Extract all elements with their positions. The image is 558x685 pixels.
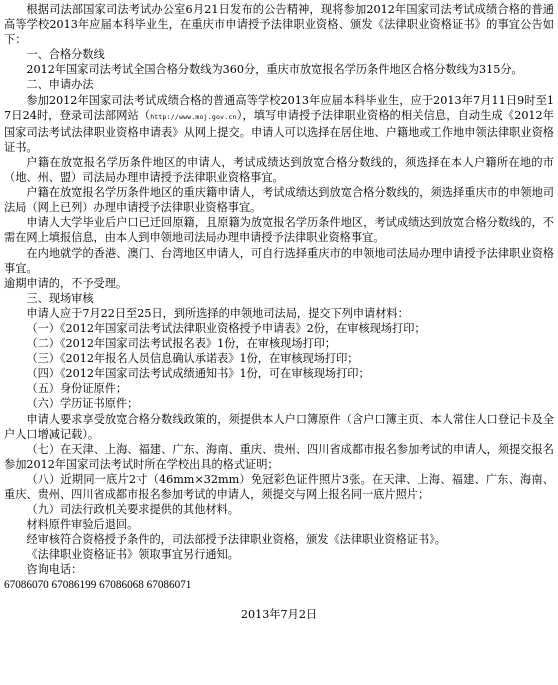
section2-paragraph-apply: [0, 93, 558, 155]
certificate-collect-text: 《法律职业资格证书》领取事宜另行通知。: [26, 548, 239, 562]
spacer: [0, 593, 558, 607]
material-item: （四）《2012年国家司法考试成绩通知书》1份，可在审核现场打印；: [26, 367, 370, 381]
material-item: （三）《2012年报名人员信息确认承诺表》1份，在审核现场打印；: [26, 352, 359, 366]
material-item: （二）《2012年国家司法考试报名表》1份，在审核现场打印；: [26, 337, 337, 351]
apply-text-before-url: 参加2012年国家司法考试成绩合格的普通高等学校2013年应届本科毕业生，应于2013年7月11日9时至17日24时，登录司法部网站（: [4, 93, 554, 122]
section2-paragraph-chongqing: 户籍在放宽报名学历条件地区的重庆籍申请人，考试成绩达到放宽合格分数线的，须选择重庆市的申领地司法局（网上已列）办理申请授予法律职业资格事宜。: [4, 186, 554, 215]
material-item-nine: （九）司法行政机关要求提供的其他材料。: [26, 503, 239, 517]
materials-return-text: 材料原件审验后退回。: [26, 518, 139, 532]
section2-paragraph-late: 逾期申请的，不予受理。: [4, 276, 128, 290]
section1-text: 2012年国家司法考试全国合格分数线为360分，重庆市放宽报名学历条件地区合格分数线为315分。: [26, 63, 523, 77]
section3-heading: 三、现场审核: [26, 291, 94, 305]
material-item-eight: （八）近期同一底片2寸（46mm×32mm）免冠彩色证件照片3张。在天津、上海、福建、广东、海南、重庆、贵州、四川省成都市报名参加考试的申请人，须提交与网上报名同一底片照片；: [4, 472, 554, 501]
contact-label: 咨询电话：: [26, 563, 83, 577]
contact-phones: 67086070 67086199 67086068 67086071: [4, 578, 192, 591]
material-item-seven: （七）在天津、上海、福建、广东、海南、重庆、贵州、四川省成都市报名参加考试的申请人，须提交报名参加2012年国家司法考试时所在学校出具的格式证明；: [4, 442, 554, 471]
notice-document: [0, 2, 558, 622]
material-item: （五）身份证原件；: [26, 382, 128, 396]
moj-website-url[interactable]: http://www.moj.gov.cn: [150, 112, 237, 121]
apply-text-after-url: ），填写申请授予法律职业资格的相关信息，自动生成《2012年国家司法考试法律职业资格申请表》从网上提交。申请人可以选择在居住地、户籍地或工作地申领法律职业资格证书。: [4, 108, 554, 154]
household-register-paragraph: 申请人要求享受放宽合格分数线政策的，须提供本人户口簿原件（含户口簿主页、本人常住人口登记卡及全户人口增减记载）。: [4, 412, 554, 441]
section2-heading: 二、申请办法: [26, 78, 94, 92]
section2-paragraph-returned-household: 申请人大学毕业后户口已迁回原籍，且原籍为放宽报名学历条件地区，考试成绩达到放宽合格分数线的，不需在网上填报信息，由本人到申领地司法局办理申请授予法律职业资格事宜。: [4, 216, 554, 245]
material-item: （六）学历证书原件；: [26, 397, 139, 411]
approval-text: 经审核符合资格授予条件的，司法部授予法律职业资格，颁发《法律职业资格证书》。: [26, 533, 446, 547]
section3-intro: 申请人应于7月22日至25日，到所选择的申领地司法局，提交下列申请材料：: [26, 306, 409, 320]
section2-paragraph-relaxed-area: 户籍在放宽报名学历条件地区的申请人，考试成绩达到放宽合格分数线的，须选择在本人户籍所在地的市（地、州、盟）司法局办理申请授予法律职业资格事宜。: [4, 155, 554, 185]
material-item: （一）《2012年国家司法考试法律职业资格授予申请表》2份，在审核现场打印；: [26, 321, 426, 335]
section2-paragraph-hk-macau-taiwan: 在内地就学的香港、澳门、台湾地区申请人，可自行选择重庆市的申领地司法局办理申请授予法律职业资格事宜。: [4, 246, 554, 275]
notice-date: 2013年7月2日: [240, 607, 318, 621]
section1-heading: 一、合格分数线: [26, 48, 105, 62]
intro-paragraph: 根据司法部国家司法考试办公室6月21日发布的公告精神，现将参加2012年国家司法考试成绩合格的普通高等学校2013年应届本科毕业生，在重庆市申请授予法律职业资格、颁发《法律职业资格证书》的事宜公告如下：: [4, 3, 554, 47]
